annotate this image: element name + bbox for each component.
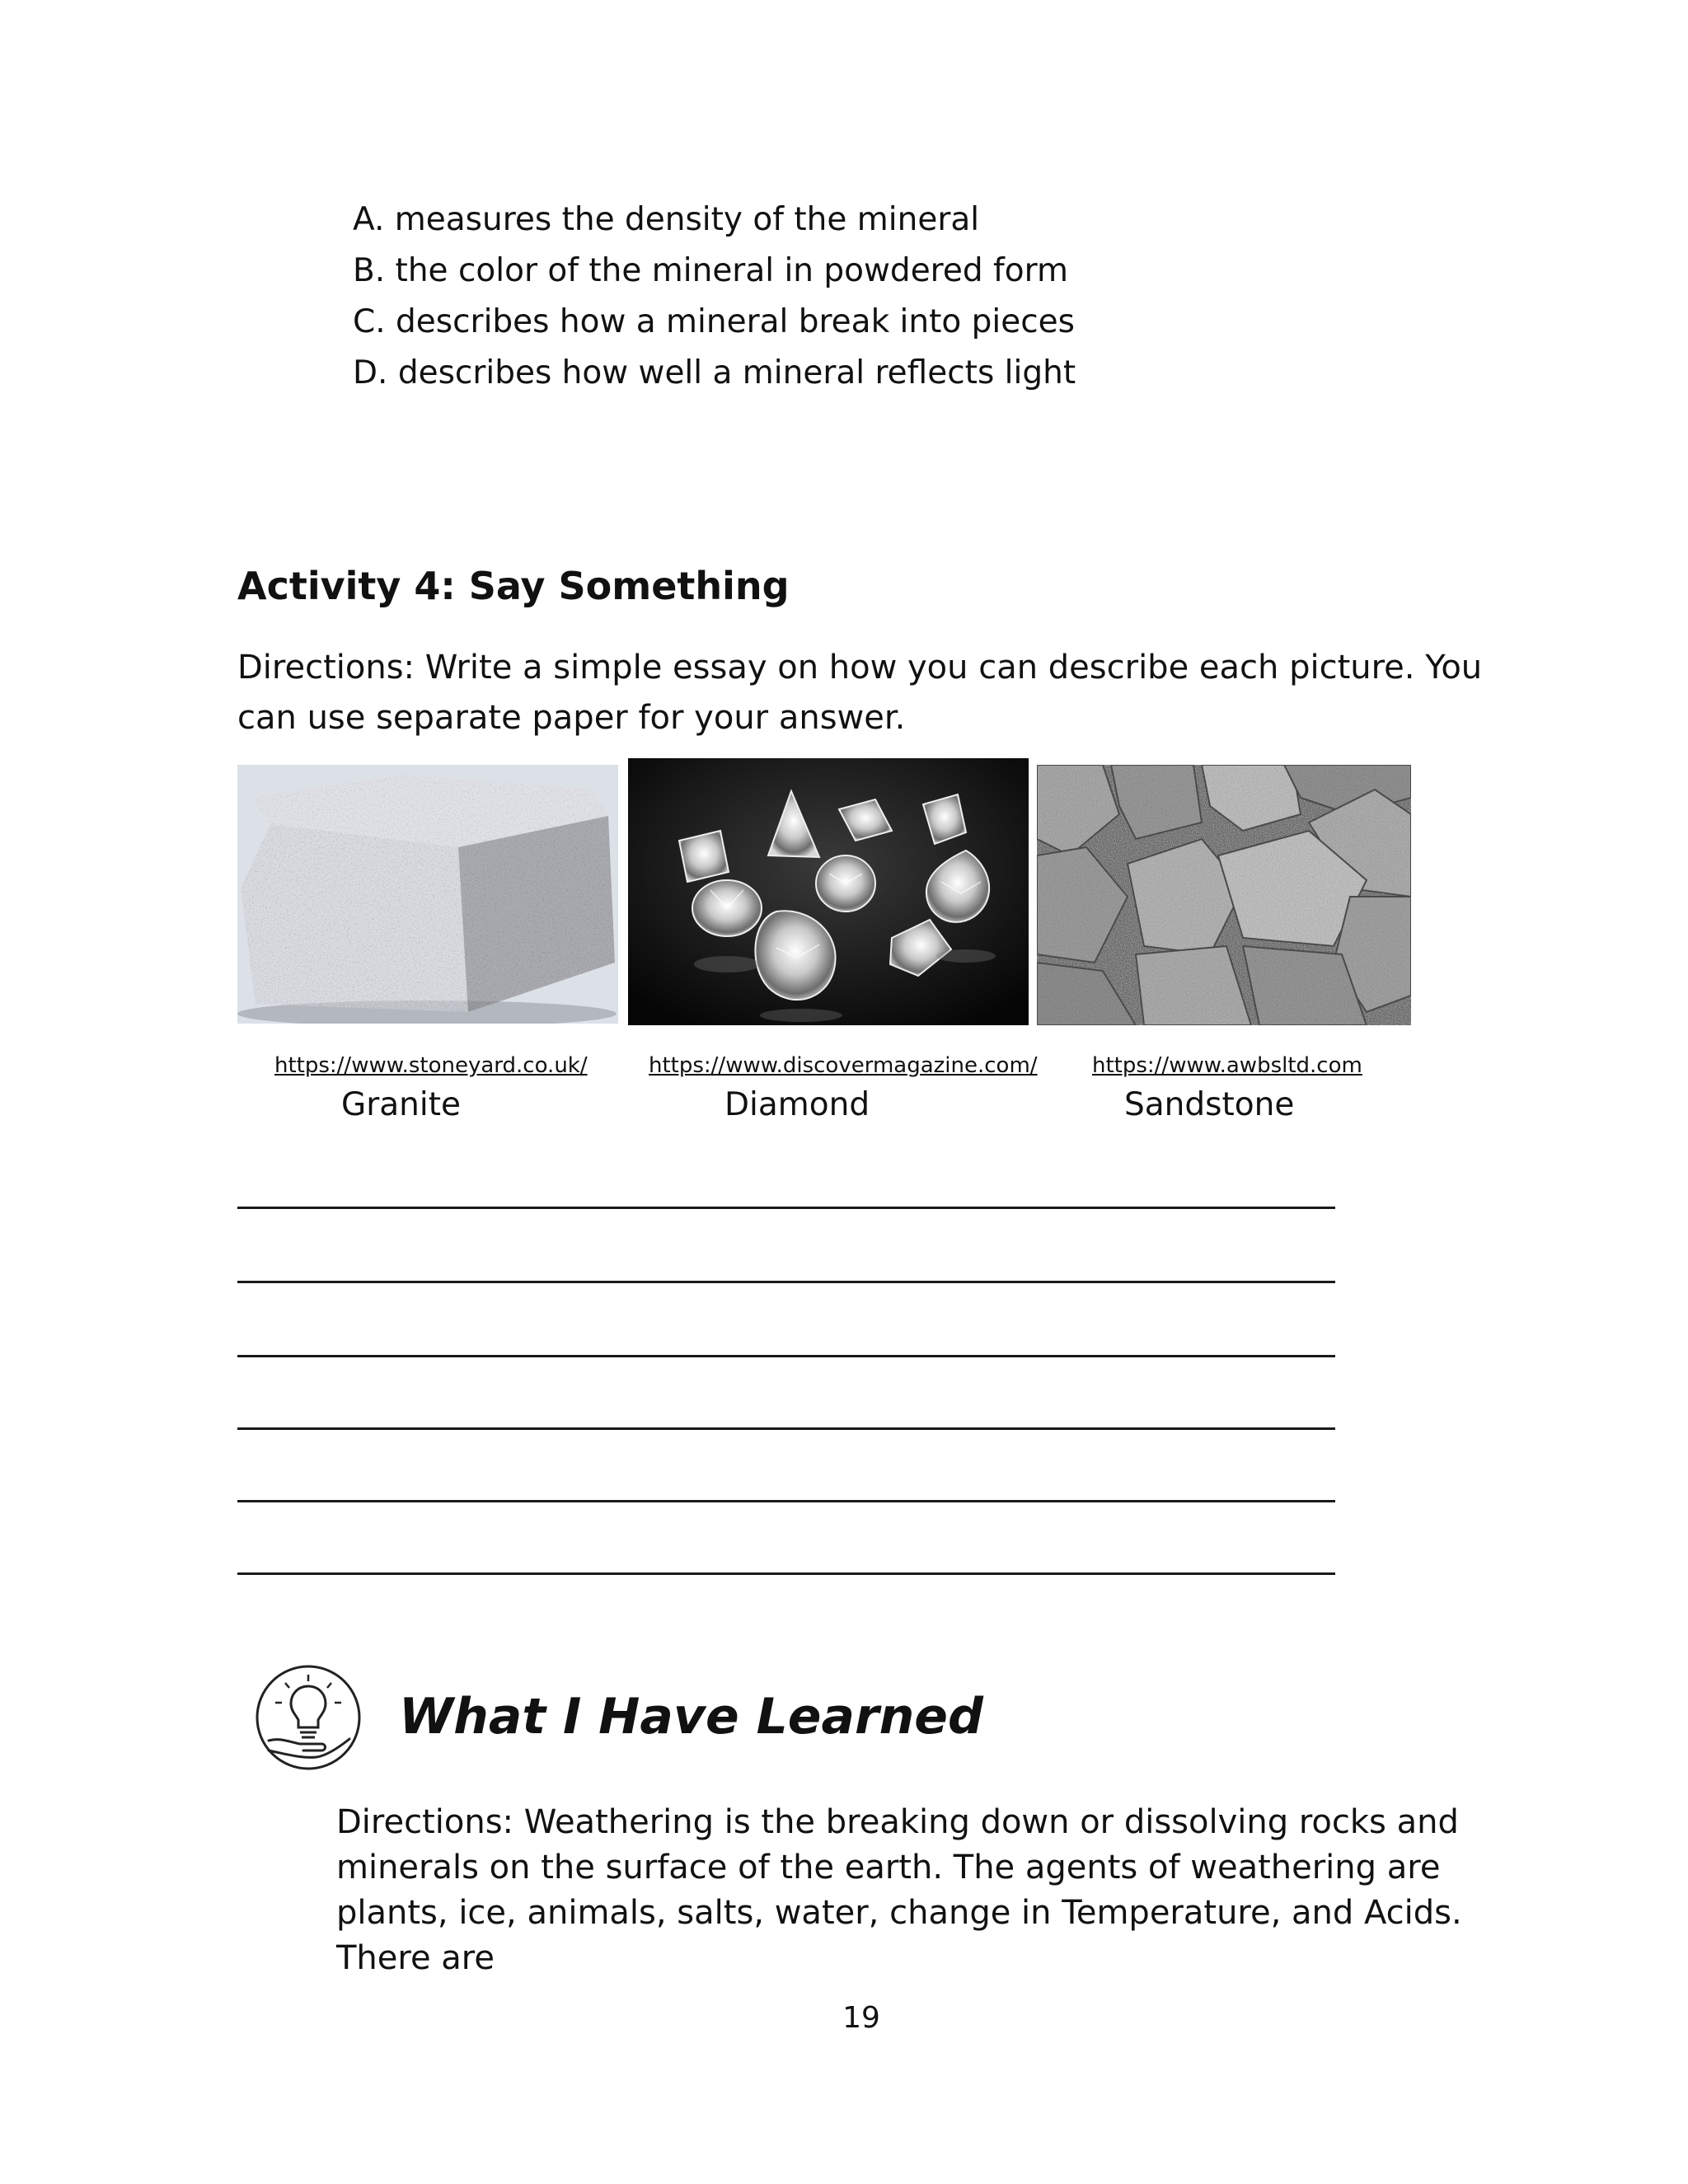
answer-line-3[interactable] <box>237 1355 1335 1357</box>
page-number: 19 <box>842 2001 880 2035</box>
answer-line-2[interactable] <box>237 1281 1335 1283</box>
activity-title: Activity 4: Say Something <box>237 564 790 608</box>
answer-line-6[interactable] <box>237 1572 1335 1575</box>
diamond-source-link[interactable]: https://www.discovermagazine.com/ <box>649 1053 1038 1078</box>
granite-source-link[interactable]: https://www.stoneyard.co.uk/ <box>274 1053 588 1078</box>
granite-caption: Granite <box>341 1086 461 1123</box>
lightbulb-hand-icon <box>252 1661 364 1774</box>
learned-directions: Directions: Weathering is the breaking down or dissolving rocks and minerals on the surface of the earth. The agents of weathering are plants, ice, animals, salts, water, change in Temperature, and Acids. There are <box>336 1803 1462 1977</box>
answer-line-1[interactable] <box>237 1207 1335 1209</box>
choice-b: B. the color of the mineral in powdered form <box>353 252 1068 289</box>
sandstone-image <box>1037 765 1411 1025</box>
section-title: What I Have Learned <box>399 1688 983 1746</box>
sandstone-caption: Sandstone <box>1124 1086 1295 1123</box>
diamond-image <box>628 758 1029 1025</box>
activity-directions: Directions: Write a simple essay on how you can describe each picture. You can use separate paper for your answer. <box>237 649 1483 737</box>
granite-image <box>237 765 618 1024</box>
diamond-caption: Diamond <box>724 1086 870 1123</box>
sandstone-source-link[interactable]: https://www.awbsltd.com <box>1092 1053 1362 1078</box>
choice-c: C. describes how a mineral break into pieces <box>353 303 1075 340</box>
choice-d: D. describes how well a mineral reflects light <box>353 354 1076 391</box>
choice-a: A. measures the density of the mineral <box>353 201 980 238</box>
answer-line-5[interactable] <box>237 1500 1335 1502</box>
answer-line-4[interactable] <box>237 1427 1335 1430</box>
